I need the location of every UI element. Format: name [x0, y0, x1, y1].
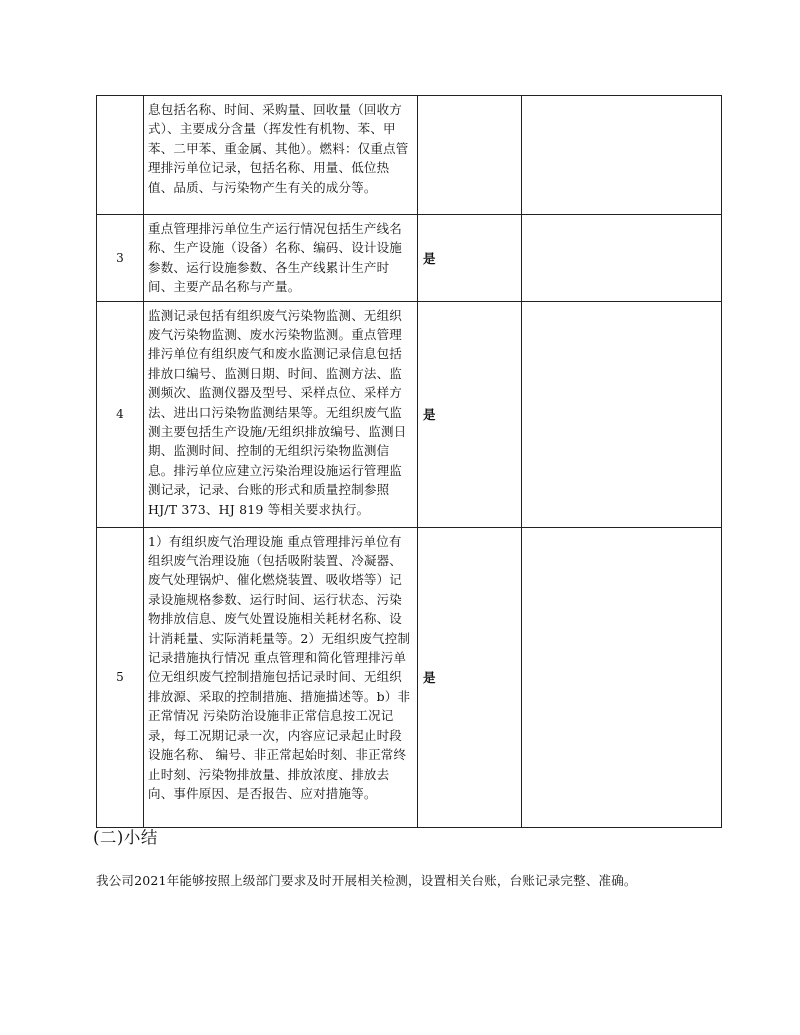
row-note [522, 301, 722, 527]
row-note [522, 215, 722, 302]
row-number: 3 [97, 215, 144, 302]
row-number [97, 96, 144, 215]
summary-paragraph: 我公司2021年能够按照上级部门要求及时开展相关检测，设置相关台账，台账记录完整、准确。 [96, 873, 637, 888]
row-description: 1）有组织废气治理设施 重点管理排污单位有组织废气治理设施（包括吸附装置、冷凝器、废气处理锅炉、催化燃烧装置、吸收塔等）记录设施规格参数、运行时间、运行状态、污染物排放信息、废气处置设施相关耗材名称、设计消耗量、实际消耗量等。2）无组织废气控制记录措施执行情况 重点管理和简化管理排污单位无组织废气控制措施包括记录时间、无组织排放源、采取的控制措施、措施描述等。b）非正常情况 污染防治设施非正常信息按工况记录，每工况期记录一次，内容应记录起止时段设施名称、 编号、非正常起始时刻、非正常终止时刻、污染物排放量、排放浓度、排放去向、事件原因、是否报告、应对措施等。 [144, 527, 418, 827]
section-title: (二)小结 [93, 828, 158, 847]
records-table [96, 95, 722, 828]
table-row [97, 301, 722, 527]
row-compliant: 是 [418, 301, 522, 527]
row-description: 监测记录包括有组织废气污染物监测、无组织废气污染物监测、废水污染物监测。重点管理排污单位有组织废气和废水监测记录信息包括排放口编号、监测日期、时间、监测方法、监测频次、监测仪器及型号、采样点位、采样方法、进出口污染物监测结果等。无组织废气监测主要包括生产设施/无组织排放编号、监测日期、监测时间、控制的无组织污染物监测信息。排污单位应建立污染治理设施运行管理监测记录，记录、台账的形式和质量控制参照HJ/T 373、HJ 819 等相关要求执行。 [144, 301, 418, 527]
row-note [522, 527, 722, 827]
table-row [97, 215, 722, 302]
table-row [97, 527, 722, 827]
row-note [522, 96, 722, 215]
table-row [97, 96, 722, 215]
row-compliant: 是 [418, 215, 522, 302]
row-compliant: 是 [418, 527, 522, 827]
row-description: 息包括名称、时间、采购量、回收量（回收方式）、主要成分含量（挥发性有机物、苯、甲苯、二甲苯、重金属、其他）。燃料：仅重点管理排污单位记录，包括名称、用量、低位热值、品质、与污染物产生有关的成分等。 [144, 96, 418, 215]
row-compliant [418, 96, 522, 215]
row-number: 5 [97, 527, 144, 827]
row-number: 4 [97, 301, 144, 527]
row-description: 重点管理排污单位生产运行情况包括生产线名称、生产设施（设备）名称、编码、设计设施参数、运行设施参数、各生产线累计生产时间、主要产品名称与产量。 [144, 215, 418, 302]
